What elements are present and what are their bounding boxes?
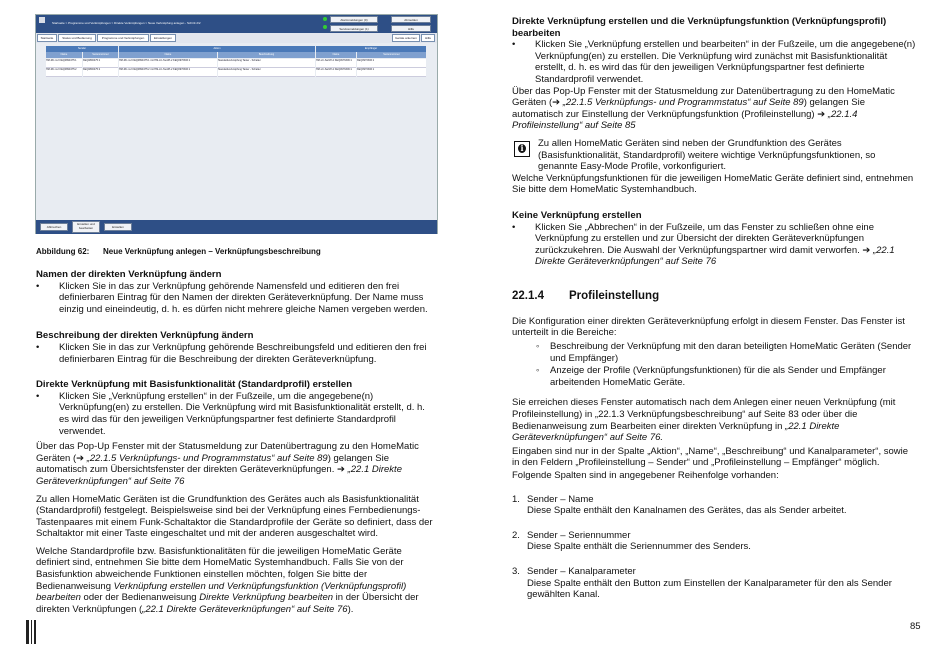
info-text: Zu allen HomeMatic Geräten sind neben der Grundfunktion des Gerätes (Basisfunktionalität, Standardprofil) weitere wichtige Verknüpfungsfunktionen, so genannte Easy-Mode Profile, vorkonfiguriert. xyxy=(538,137,876,173)
section-heading: Direkte Verknüpfung mit Basisfunktionalität (Standardprofil) erstellen xyxy=(36,379,353,391)
cross-reference[interactable]: „22.1.5 Verknüpfungs- und Programmstatus“ auf Seite 89 xyxy=(86,452,328,464)
crop-mark xyxy=(26,620,29,644)
screenshot-header-bar xyxy=(36,15,437,33)
info-note xyxy=(512,138,917,173)
list-item: 3. Sender – Kanalparameter Diese Spalte enthält den Button zum Einstellen der Kanalparameter für den als Sender gewählten Kanal. xyxy=(512,565,892,601)
service-messages-button[interactable]: Servicemeldungen (1) xyxy=(330,25,378,32)
section-heading: Direkte Verknüpfung erstellen und die Verknüpfungsfunktion (Verknüpfungsprofil) bearbeiten xyxy=(512,16,887,39)
section-title: 22.1.4 Profileinstellung xyxy=(512,289,660,302)
service-status-icon xyxy=(323,25,327,29)
paragraph: Über das Pop-Up Fenster mit der Statusmeldung zur Datenübertragung zu den HomeMatic Geräten (➔ „22.1.5 Verknüpfungs- und Programmstatus“ auf Seite 89) gelangen Sie automatisch zur Einstellung der Verknüpfungsfunktion (Profileinstellung) ➔ „22.1.4 Profileinstellung“ auf Seite 85 xyxy=(512,85,895,132)
crop-mark xyxy=(31,620,32,644)
cross-reference[interactable]: „22.1 Direkte Geräteverknüpfungen“ auf Seite 76 xyxy=(535,244,895,268)
cross-reference[interactable]: „22.1.5 Verknüpfungs- und Programmstatus“ auf Seite 89 xyxy=(562,97,804,109)
table-cell[interactable]: HM-RC-4-2 KEQ0890475:1 xyxy=(46,59,82,68)
table-cell: KEQ0976306:1 xyxy=(357,68,426,77)
left-column-text xyxy=(36,269,436,615)
tab-einstellungen[interactable]: Einstellungen xyxy=(150,34,176,42)
section-heading: Keine Verknüpfung erstellen xyxy=(512,209,642,221)
crop-mark xyxy=(34,620,36,644)
bullet-paragraph: • Klicken Sie in das zur Verknüpfung gehörende Namensfeld und editieren den frei definierbaren Eintrag für den Namen der direkten Geräteverknüpfung. Der Name muss einzig und eineindeutig, d. h. es dürfen nicht mehrere gleiche Namen vergeben werden. xyxy=(36,281,436,316)
screenshot-breadcrumb: Startseite > Programme und Verknüpfungen > Direkte Verknüpfungen > Neue Verknüpfung anlegen - Schritt 2/2 xyxy=(52,21,201,25)
table-cell: KEQ0890475:1 xyxy=(83,59,118,68)
alarm-status-icon xyxy=(323,17,327,21)
table-cell[interactable]: HM-RC-4-2 KEQ0890475:1 mit HM-LC-Sw1Pl-2 KEQ0976306:1 xyxy=(119,59,217,68)
table-cell[interactable]: HM-LC-Sw1Pl-2 KEQ0976306:1 xyxy=(316,59,356,68)
tab-hilfe[interactable]: Hilfe xyxy=(421,34,435,42)
table-cell[interactable]: HM-LC-Sw1Pl-2 KEQ0976306:1 xyxy=(316,68,356,77)
grid-col-header: Name xyxy=(46,52,82,58)
grid-col-header: Seriennummer xyxy=(83,52,118,58)
paragraph: Zu allen HomeMatic Geräten ist die Grundfunktion des Gerätes auch als Basisfunktionalität (Standardprofil) festgelegt. Beispielsweise sind bei der Verknüpfung eines Fernbedienungs-Tastenpaares mit einem Funk-Schaltaktor die Standardprofile der Geräte so definiert, dass der Schaltaktor mit einer Taste eingeschaltet und mit der anderen ausgeschaltet wird. xyxy=(36,493,433,540)
paragraph: Folgende Spalten sind in angegebener Reihenfolge vorhanden: xyxy=(512,470,779,481)
create-button[interactable]: Erstellen xyxy=(104,223,132,231)
paragraph: Eingaben sind nur in der Spalte „Aktion“, „Name“, „Beschreibung“ und Kanalparameter“, sowie in den Feldern „Profileinstellung – Sender“ und „Profileinstellung – Empfänger“ möglich. xyxy=(512,445,909,469)
cross-reference[interactable]: „22.1.4 Profileinstellung“ auf Seite 85 xyxy=(512,108,858,132)
table-cell[interactable]: Standardverknüpfung Taster - Schalter xyxy=(218,59,315,68)
logo-icon xyxy=(39,17,45,23)
bullet-paragraph: • Klicken Sie „Abbrechen“ in der Fußzeile, um das Fenster zu schließen ohne eine Verknüpfung zu erstellen und zur Übersicht der direkten Geräteverknüpfungen zurückzukehren. Die Auswahl der Verknüpfungspartner wird damit verworfen. ➔ „22.1 Direkte Geräteverknüpfungen“ auf Seite 76 xyxy=(512,222,917,268)
bullet-paragraph: • Klicken Sie in das zur Verknüpfung gehörende Beschreibungsfeld und editieren den frei definierbaren Eintrag für die Beschreibung der direkten Geräteverknüpfung. xyxy=(36,342,436,365)
logout-button[interactable]: Abmelden xyxy=(391,16,431,23)
figure-caption-text: Neue Verknüpfung anlegen – Verknüpfungsbeschreibung xyxy=(103,247,321,256)
grid-group-sender: Sender xyxy=(46,46,118,52)
paragraph: Über das Pop-Up Fenster mit der Statusmeldung zur Datenübertragung zu den HomeMatic Geräten (➔ „22.1.5 Verknüpfungs- und Programmstatus“ auf Seite 89) gelangen Sie automatisch zum Übersichtsfenster der direkten Geräteverknüpfungen. ➔ „22.1 Direkte Geräteverknüpfungen“ auf Seite 76 xyxy=(36,441,419,487)
paragraph: Welche Standardprofile bzw. Basisfunktionalitäten für die jeweiligen HomeMatic Geräte definiert sind, entnehmen Sie bitte dem HomeMatic Systemhandbuch. Falls Sie von der Basisfunktion abweichende Funktionen einstellen möchten, folgen Sie bitte der Bedienanweisung Verknüpfung erstellen und Verknüpfungsfunktion (Verknüpfungsprofil) bearbeiten oder der Bedienanweisung Direkte Verknüpfung bearbeiten in der Übersicht der direkten Verknüpfungen („22.1 Direkte Geräteverknüpfungen“ auf Seite 76). xyxy=(36,545,419,615)
grid-col-header: Seriennummer xyxy=(357,52,426,58)
sub-bullet: ◦ Anzeige der Profile (Verknüpfungsfunktionen) für die als Sender und Empfänger arbeitenden HomeMatic Geräte. xyxy=(512,365,917,388)
sub-bullet: ◦ Beschreibung der Verknüpfung mit den daran beteiligten HomeMatic Geräten (Sender und Empfänger) xyxy=(512,341,917,364)
paragraph: Die Konfiguration einer direkten Geräteverknüpfung erfolgt in diesem Fenster. Das Fenster ist unterteilt in die Bereiche: xyxy=(512,315,905,339)
table-cell[interactable]: HM-RC-4-2 KEQ0890475:2 mit HM-LC-Sw1Pl-2 KEQ0976306:1 xyxy=(119,68,217,77)
figure-caption-label: Abbildung 62: xyxy=(36,247,90,256)
section-heading: Beschreibung der direkten Verknüpfung ändern xyxy=(36,330,254,342)
screenshot-tab-bar xyxy=(36,33,437,43)
bullet-paragraph: • Klicken Sie „Verknüpfung erstellen und bearbeiten“ in der Fußzeile, um die angegebene(n) Verknüpfung(en) zu erstellen. Die Verknüpfung wird zunächst mit Basisfunktionalität erstellt, d. h. es wird das für den jeweiligen Verknüpfungspartner fest definierte Standardprofil verwendet. xyxy=(512,39,917,85)
cross-reference[interactable]: „22.1 Direkte Geräteverknüpfungen“ auf Seite 76. xyxy=(512,420,840,444)
section-heading: Namen der direkten Verknüpfung ändern xyxy=(36,269,222,280)
list-item: 1. Sender – Name Diese Spalte enthält den Kanalnamen des Gerätes, das als Sender arbeitet. xyxy=(512,493,847,517)
table-cell: KEQ0890475:2 xyxy=(83,68,118,77)
grid-col-header: Beschreibung xyxy=(218,52,315,58)
paragraph: Welche Verknüpfungsfunktionen für die jeweiligen HomeMatic Geräte definiert sind, entnehmen Sie bitte dem HomeMatic Systemhandbuch. xyxy=(512,172,914,196)
bullet-paragraph: • Klicken Sie „Verknüpfung erstellen“ in der Fußzeile, um die angegebene(n) Verknüpfung(en) zu erstellen. Die Verknüpfung wird mit Basisfunktionalität erstellt, d. h. es wird das für den jeweiligen Verknüpfungspartner fest definierte Standardprofil verwendet. xyxy=(36,391,436,437)
grid-group-empfaenger: Empfänger xyxy=(316,46,426,52)
list-item: 2. Sender – Seriennummer Diese Spalte enthält die Seriennummer des Senders. xyxy=(512,529,751,553)
grid-col-header: Name xyxy=(316,52,356,58)
tab-status[interactable]: Status und Bedienung xyxy=(58,34,96,42)
cancel-button[interactable]: Abbrechen xyxy=(40,223,68,231)
table-cell[interactable]: HM-RC-4-2 KEQ0890475:2 xyxy=(46,68,82,77)
ui-screenshot-figure xyxy=(35,14,438,234)
cross-reference[interactable]: „22.1 Direkte Geräteverknüpfungen“ auf Seite 76 xyxy=(36,464,402,487)
alarm-messages-button[interactable]: Alarmmeldungen (0) xyxy=(330,16,378,23)
cross-reference[interactable]: „22.1 Direkte Geräteverknüpfungen“ auf Seite 76 xyxy=(142,603,348,615)
tab-startseite[interactable]: Startseite xyxy=(37,34,57,42)
create-and-edit-button[interactable]: Erstellen und bearbeiten xyxy=(72,221,100,233)
paragraph: Sie erreichen dieses Fenster automatisch nach dem Anlegen einer neuen Verknüpfung (mit Profileinstellung) in „22.1.3 Verknüpfungsbeschreibung“ auf Seite 83 oder über die Bedienanweisung zum Bearbeiten einer direkten Verknüpfung in „22.1 Direkte Geräteverknüpfungen“ auf Seite 76. xyxy=(512,397,896,444)
screenshot-footer-bar xyxy=(36,220,437,234)
table-cell: KEQ0976306:1 xyxy=(357,59,426,68)
tab-geraete-anlernen[interactable]: Geräte anlernen xyxy=(392,34,420,42)
table-cell[interactable]: Standardverknüpfung Taster - Schalter xyxy=(218,68,315,77)
grid-col-header: Name xyxy=(119,52,217,58)
right-column-text xyxy=(512,16,917,601)
help-top-button[interactable]: Hilfe xyxy=(391,25,431,32)
info-icon: i xyxy=(514,141,530,157)
grid-group-aktion: Aktion xyxy=(119,46,315,52)
tab-programme[interactable]: Programme und Verknüpfungen xyxy=(97,34,149,42)
page-number: 85 xyxy=(910,621,921,632)
